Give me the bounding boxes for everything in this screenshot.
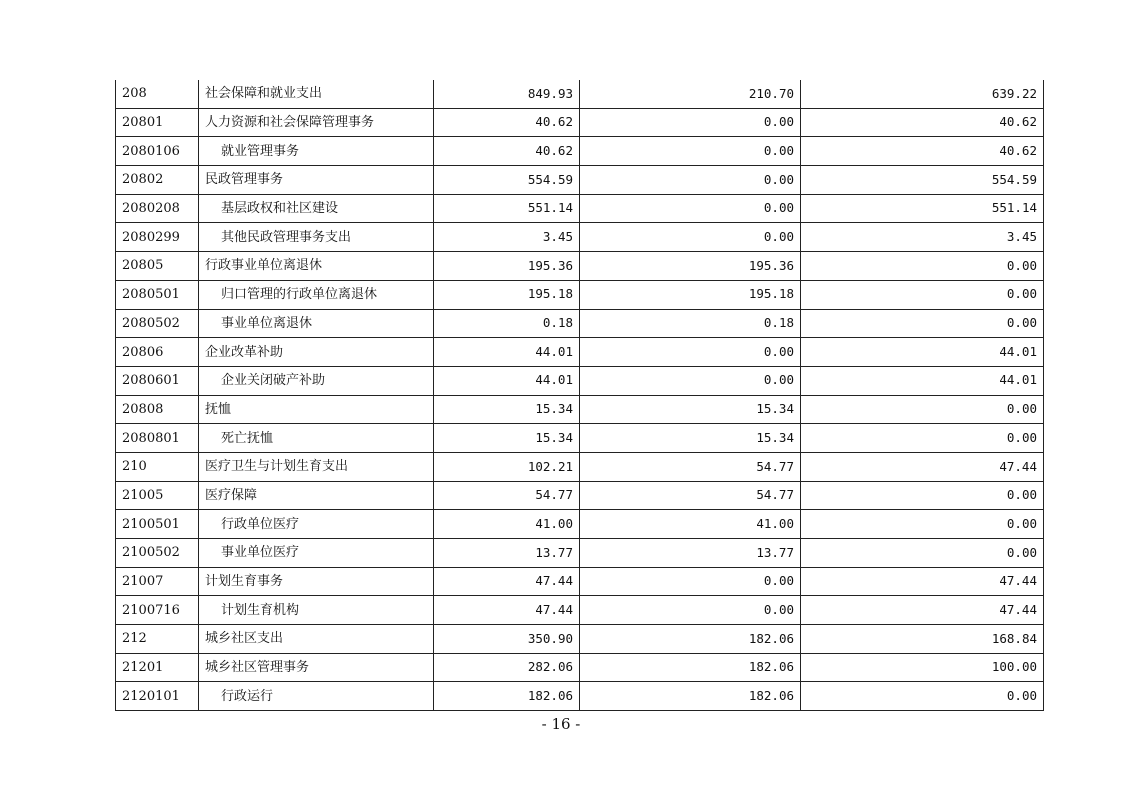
total-amount-cell: 47.44 xyxy=(434,596,580,625)
project-expenditure-cell: 47.44 xyxy=(801,596,1044,625)
total-amount-cell: 551.14 xyxy=(434,194,580,223)
total-amount-cell: 350.90 xyxy=(434,625,580,654)
subject-code-cell: 20805 xyxy=(116,252,199,281)
project-expenditure-cell: 0.00 xyxy=(801,424,1044,453)
subject-code-cell: 2120101 xyxy=(116,682,199,711)
basic-expenditure-cell: 210.70 xyxy=(580,80,801,108)
table-row xyxy=(116,625,1044,654)
basic-expenditure-cell: 182.06 xyxy=(580,682,801,711)
subject-code-cell: 2080601 xyxy=(116,366,199,395)
subject-name-cell: 城乡社区支出 xyxy=(199,625,434,654)
table-row xyxy=(116,682,1044,711)
subject-code-cell: 208 xyxy=(116,80,199,108)
subject-code-cell: 20806 xyxy=(116,338,199,367)
project-expenditure-cell: 639.22 xyxy=(801,80,1044,108)
project-expenditure-cell: 44.01 xyxy=(801,338,1044,367)
total-amount-cell: 15.34 xyxy=(434,424,580,453)
subject-name-cell: 人力资源和社会保障管理事务 xyxy=(199,108,434,137)
total-amount-cell: 15.34 xyxy=(434,395,580,424)
subject-name-cell: 抚恤 xyxy=(199,395,434,424)
subject-code-cell: 21007 xyxy=(116,567,199,596)
table-row xyxy=(116,223,1044,252)
project-expenditure-cell: 0.00 xyxy=(801,682,1044,711)
subject-code-cell: 20801 xyxy=(116,108,199,137)
total-amount-cell: 102.21 xyxy=(434,452,580,481)
subject-name-cell: 医疗卫生与计划生育支出 xyxy=(199,452,434,481)
project-expenditure-cell: 0.00 xyxy=(801,252,1044,281)
basic-expenditure-cell: 0.00 xyxy=(580,108,801,137)
project-expenditure-cell: 0.00 xyxy=(801,280,1044,309)
basic-expenditure-cell: 0.00 xyxy=(580,366,801,395)
project-expenditure-cell: 0.00 xyxy=(801,481,1044,510)
total-amount-cell: 41.00 xyxy=(434,510,580,539)
basic-expenditure-cell: 182.06 xyxy=(580,625,801,654)
total-amount-cell: 0.18 xyxy=(434,309,580,338)
basic-expenditure-cell: 182.06 xyxy=(580,653,801,682)
basic-expenditure-cell: 13.77 xyxy=(580,539,801,568)
table-row xyxy=(116,567,1044,596)
subject-code-cell: 210 xyxy=(116,452,199,481)
table-row xyxy=(116,424,1044,453)
subject-name-cell: 事业单位医疗 xyxy=(199,539,434,568)
table-row xyxy=(116,194,1044,223)
subject-name-cell: 民政管理事务 xyxy=(199,166,434,195)
subject-name-cell: 行政事业单位离退休 xyxy=(199,252,434,281)
table-row xyxy=(116,539,1044,568)
project-expenditure-cell: 44.01 xyxy=(801,366,1044,395)
total-amount-cell: 40.62 xyxy=(434,137,580,166)
table-row xyxy=(116,481,1044,510)
basic-expenditure-cell: 0.00 xyxy=(580,137,801,166)
basic-expenditure-cell: 0.00 xyxy=(580,567,801,596)
subject-name-cell: 企业关闭破产补助 xyxy=(199,366,434,395)
table-row xyxy=(116,395,1044,424)
table-row xyxy=(116,280,1044,309)
subject-code-cell: 2080208 xyxy=(116,194,199,223)
project-expenditure-cell: 554.59 xyxy=(801,166,1044,195)
subject-name-cell: 基层政权和社区建设 xyxy=(199,194,434,223)
total-amount-cell: 13.77 xyxy=(434,539,580,568)
total-amount-cell: 554.59 xyxy=(434,166,580,195)
subject-name-cell: 其他民政管理事务支出 xyxy=(199,223,434,252)
basic-expenditure-cell: 0.18 xyxy=(580,309,801,338)
project-expenditure-cell: 551.14 xyxy=(801,194,1044,223)
subject-code-cell: 2080502 xyxy=(116,309,199,338)
total-amount-cell: 195.18 xyxy=(434,280,580,309)
subject-code-cell: 2080106 xyxy=(116,137,199,166)
subject-name-cell: 行政运行 xyxy=(199,682,434,711)
subject-code-cell: 2080801 xyxy=(116,424,199,453)
subject-code-cell: 20808 xyxy=(116,395,199,424)
subject-name-cell: 就业管理事务 xyxy=(199,137,434,166)
subject-name-cell: 计划生育事务 xyxy=(199,567,434,596)
subject-name-cell: 死亡抚恤 xyxy=(199,424,434,453)
basic-expenditure-cell: 0.00 xyxy=(580,166,801,195)
project-expenditure-cell: 47.44 xyxy=(801,452,1044,481)
project-expenditure-cell: 47.44 xyxy=(801,567,1044,596)
subject-code-cell: 212 xyxy=(116,625,199,654)
total-amount-cell: 44.01 xyxy=(434,338,580,367)
total-amount-cell: 195.36 xyxy=(434,252,580,281)
project-expenditure-cell: 40.62 xyxy=(801,137,1044,166)
total-amount-cell: 44.01 xyxy=(434,366,580,395)
basic-expenditure-cell: 195.18 xyxy=(580,280,801,309)
table-row xyxy=(116,309,1044,338)
basic-expenditure-cell: 0.00 xyxy=(580,596,801,625)
basic-expenditure-cell: 41.00 xyxy=(580,510,801,539)
basic-expenditure-cell: 54.77 xyxy=(580,481,801,510)
table-body xyxy=(116,80,1044,711)
project-expenditure-cell: 0.00 xyxy=(801,539,1044,568)
subject-code-cell: 2080299 xyxy=(116,223,199,252)
subject-name-cell: 归口管理的行政单位离退休 xyxy=(199,280,434,309)
project-expenditure-cell: 168.84 xyxy=(801,625,1044,654)
table-row xyxy=(116,80,1044,108)
total-amount-cell: 849.93 xyxy=(434,80,580,108)
basic-expenditure-cell: 15.34 xyxy=(580,395,801,424)
subject-code-cell: 2100716 xyxy=(116,596,199,625)
table-row xyxy=(116,252,1044,281)
project-expenditure-cell: 100.00 xyxy=(801,653,1044,682)
total-amount-cell: 47.44 xyxy=(434,567,580,596)
basic-expenditure-cell: 54.77 xyxy=(580,452,801,481)
basic-expenditure-cell: 0.00 xyxy=(580,194,801,223)
subject-code-cell: 2100502 xyxy=(116,539,199,568)
subject-code-cell: 2100501 xyxy=(116,510,199,539)
total-amount-cell: 3.45 xyxy=(434,223,580,252)
page-number: - 16 - xyxy=(541,715,581,733)
subject-code-cell: 2080501 xyxy=(116,280,199,309)
table-row xyxy=(116,108,1044,137)
basic-expenditure-cell: 0.00 xyxy=(580,223,801,252)
table-row xyxy=(116,166,1044,195)
project-expenditure-cell: 40.62 xyxy=(801,108,1044,137)
subject-name-cell: 城乡社区管理事务 xyxy=(199,653,434,682)
project-expenditure-cell: 0.00 xyxy=(801,395,1044,424)
table-row xyxy=(116,510,1044,539)
subject-name-cell: 企业改革补助 xyxy=(199,338,434,367)
table-row xyxy=(116,596,1044,625)
total-amount-cell: 54.77 xyxy=(434,481,580,510)
project-expenditure-cell: 3.45 xyxy=(801,223,1044,252)
table-row xyxy=(116,452,1044,481)
table-row xyxy=(116,366,1044,395)
project-expenditure-cell: 0.00 xyxy=(801,510,1044,539)
project-expenditure-cell: 0.00 xyxy=(801,309,1044,338)
total-amount-cell: 40.62 xyxy=(434,108,580,137)
subject-name-cell: 计划生育机构 xyxy=(199,596,434,625)
total-amount-cell: 182.06 xyxy=(434,682,580,711)
subject-code-cell: 21201 xyxy=(116,653,199,682)
basic-expenditure-cell: 195.36 xyxy=(580,252,801,281)
subject-code-cell: 21005 xyxy=(116,481,199,510)
expenditure-table xyxy=(115,80,1044,711)
table-row xyxy=(116,137,1044,166)
total-amount-cell: 282.06 xyxy=(434,653,580,682)
subject-name-cell: 医疗保障 xyxy=(199,481,434,510)
table-row xyxy=(116,653,1044,682)
table-row xyxy=(116,338,1044,367)
subject-name-cell: 社会保障和就业支出 xyxy=(199,80,434,108)
subject-name-cell: 事业单位离退休 xyxy=(199,309,434,338)
basic-expenditure-cell: 15.34 xyxy=(580,424,801,453)
subject-code-cell: 20802 xyxy=(116,166,199,195)
subject-name-cell: 行政单位医疗 xyxy=(199,510,434,539)
basic-expenditure-cell: 0.00 xyxy=(580,338,801,367)
